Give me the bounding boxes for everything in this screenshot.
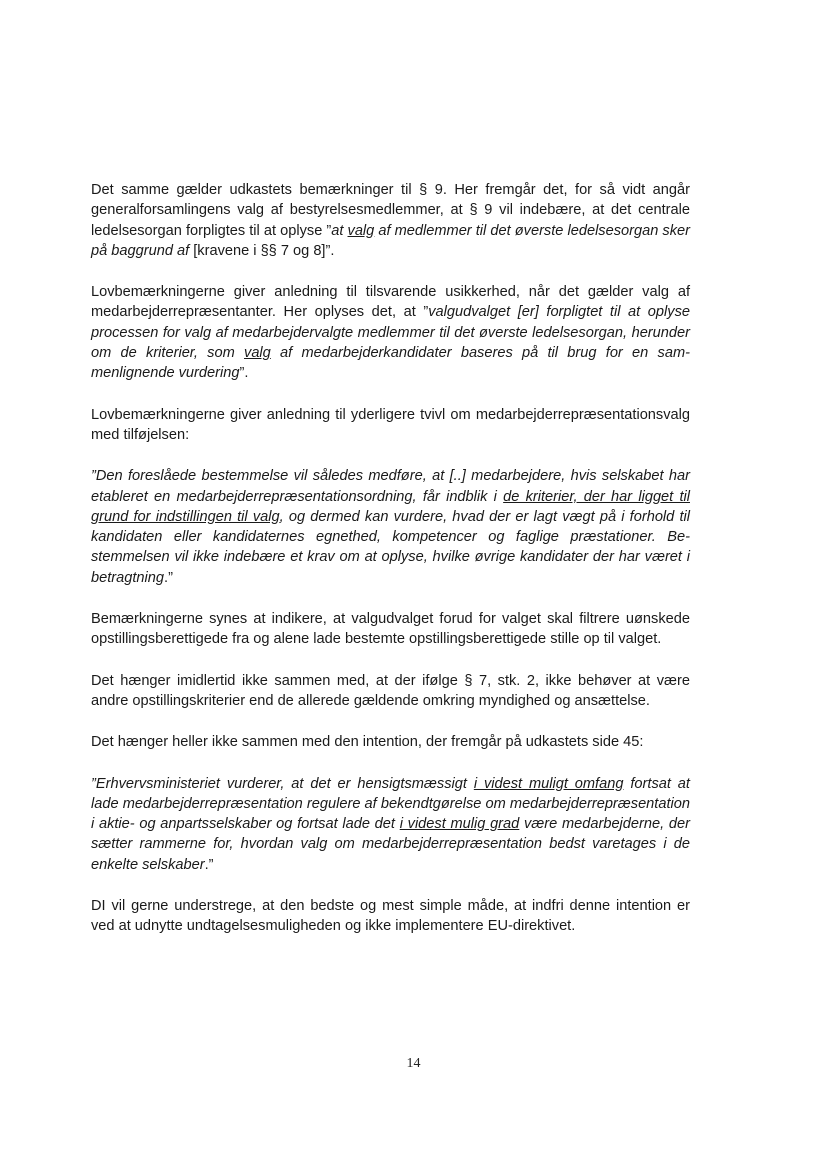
paragraph-p7: [91, 732, 690, 752]
page-number: 14: [406, 1056, 421, 1071]
text-segment: [kravene i §§ 7 og 8]”.: [189, 242, 335, 259]
paragraph-p1: [91, 180, 690, 261]
text-segment: Det samme gælder udkastets bemærkninger til § 9. Her fremgår det, for så vidt angår generalforsamlingens valg af bestyrelsesmedlemmer, at § 9 vil indebære, at det centrale ledelsesorgan forpligtes til at oplyse ”: [91, 182, 690, 239]
text-segment: .”: [204, 856, 214, 873]
text-segment: valg: [244, 345, 271, 362]
paragraph-p4: [91, 466, 690, 588]
paragraph-p9: [91, 896, 690, 937]
paragraph-p2: [91, 282, 690, 383]
text-segment: ”Den foreslåede bestemmelse vil således medføre, at [..] medarbejdere, hvis selskabet har etableret en medarbejderrepræsentationsordning, får indblik i: [91, 468, 690, 505]
text-segment: Lovbemærkningerne giver anledning til yderligere tvivl om medarbejderrepræsentationsvalg med tilføjelsen:: [91, 406, 690, 443]
text-segment: Bemærkningerne synes at indikere, at valgudvalget forud for valget skal filtrere uønskede opstillingsberettigede fra og alene lade bestemte opstillingsberettigede stille op til valget.: [91, 611, 690, 648]
text-segment: ”.: [239, 365, 249, 382]
text-segment: Det hænger heller ikke sammen med den intention, der fremgår på udkastets side 45:: [91, 734, 644, 751]
text-segment: Det hænger imidlertid ikke sammen med, at der ifølge § 7, stk. 2, ikke behøver at være andre opstillingskriterier end de allerede gældende omkring myndighed og ansættelse.: [91, 672, 690, 709]
paragraph-p8: [91, 774, 690, 875]
text-segment: af medarbejderkandidater baseres på til brug for en sammenlignende vurdering: [91, 345, 690, 382]
paragraph-p3: [91, 405, 690, 446]
text-segment: , og dermed kan vurdere, hvad der er lagt vægt på i forhold til kandidaten eller kandidaternes egnethed, kompetencer og faglige præstationer. Bestemmelsen vil ikke indebære et krav om at oplyse, hvilke øvrige kandidater der har været i betragtning: [91, 508, 691, 586]
text-segment: valgudvalget [er] forpligtet til at oplyse processen for valg af medarbejdervalgte medlemmer til det øverste ledelsesorgan, herunder om de kriterier, som: [91, 304, 690, 362]
text-segment: de kriterier, der har ligget til grund for indstillingen til valg: [91, 488, 690, 525]
paragraph-p6: [91, 671, 690, 712]
text-segment: Lovbemærkningerne giver anledning til tilsvarende usikkerhed, når det gælder valg af medarbejderrepræsentanter. Her oplyses det, at ”: [91, 284, 690, 321]
text-segment: ”Erhvervsministeriet vurderer, at det er hensigtsmæssigt: [91, 775, 474, 792]
text-segment: af medlemmer til det øverste ledelsesorgan sker på baggrund af: [91, 222, 690, 259]
paragraph-p5: [91, 609, 690, 650]
text-segment: være medarbejderne, der sætter rammerne for, hvordan valg om medarbejderrepræsentation bedst varetages i de enkelte selskaber: [91, 816, 690, 873]
text-segment: i videst mulig grad: [399, 816, 520, 833]
text-segment: i videst muligt omfang: [473, 775, 624, 792]
text-segment: DI vil gerne understrege, at den bedste og mest simple måde, at indfri denne intention er ved at udnytte undtagelsesmuligheden og ikke implementere EU-direktivet.: [91, 898, 690, 935]
text-segment: .”: [164, 569, 173, 586]
body-text: [91, 180, 690, 958]
text-segment: fortsat at lade medarbejderrepræsentation regulere af bekendtgørelse om medarbejderrepræsentation i aktie- og anpartsselskaber og fortsat lade det: [91, 775, 690, 833]
text-segment: valg: [347, 222, 375, 239]
text-segment: at: [331, 222, 348, 239]
